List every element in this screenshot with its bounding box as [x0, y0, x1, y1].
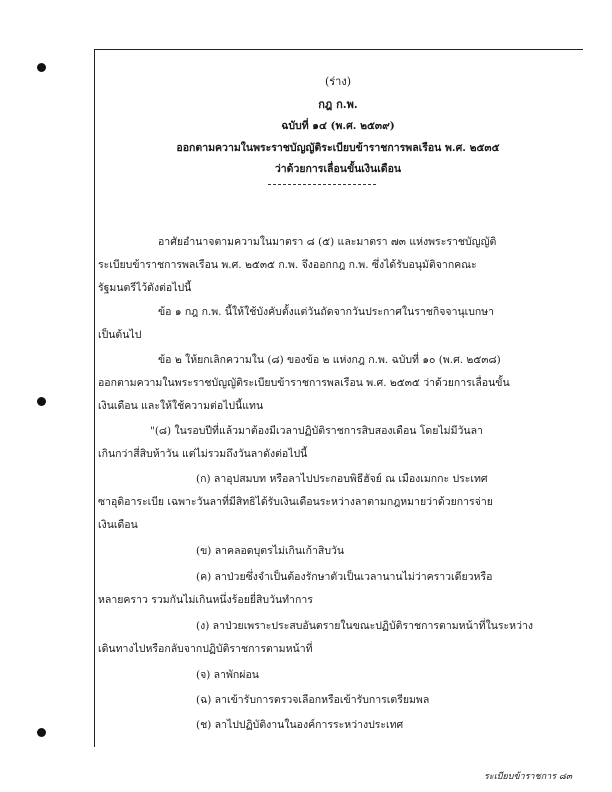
- preamble-line-2: ระเบียบข้าราชการพลเรือน พ.ศ. ๒๕๓๕ ก.พ. จึงออกกฎ ก.พ. ซึ่งได้รับอนุมัติจากคณะ: [98, 259, 477, 271]
- clause-1-line-2: เป็นต้นไป: [98, 329, 142, 341]
- sub-kha-line-1: (ค) ลาป่วยซึ่งจำเป็นต้องรักษาตัวเป็นเวลานานไม่ว่าคราวเดียวหรือ: [196, 571, 493, 583]
- sub-ka-line-3: เงินเดือน: [98, 519, 138, 531]
- sub-kha-line-2: หลายคราว รวมกันไม่เกินหนึ่งร้อยยี่สิบวันทำการ: [98, 594, 313, 606]
- document-subtitle: ออกตามความในพระราชบัญญัติระเบียบข้าราชการพลเรือน พ.ศ. ๒๕๓๕: [176, 142, 500, 154]
- sub-chor2: (ช) ลาไปปฏิบัติงานในองค์การระหว่างประเทศ: [196, 719, 404, 731]
- sub-chor: (ฉ) ลาเข้ารับการตรวจเลือกหรือเข้ารับการเตรียมพล: [196, 694, 430, 706]
- sub-ka-line-1: (ก) ลาอุปสมบท หรือลาไปประกอบพิธีฮัจย์ ณ เมืองเมกกะ ประเทศ: [196, 473, 488, 485]
- clause-2-line-1: ข้อ ๒ ให้ยกเลิกความใน (๘) ของข้อ ๒ แห่งกฎ ก.พ. ฉบับที่ ๑๐ (พ.ศ. ๒๕๓๘): [158, 354, 501, 366]
- sub-ngo-line-2: เดินทางไปหรือกลับจากปฏิบัติราชการตามหน้าที่: [98, 643, 313, 655]
- item-8-line-2: เกินกว่าสี่สิบห้าวัน แต่ไม่รวมถึงวันลาดังต่อไปนี้: [98, 448, 308, 460]
- preamble-line-3: รัฐมนตรีไว้ดังต่อไปนี้: [98, 282, 192, 294]
- document-title: กฎ ก.พ.: [318, 98, 358, 111]
- sub-ngo-line-1: (ง) ลาป่วยเพราะประสบอันตรายในขณะปฏิบัติราชการตามหน้าที่ในระหว่าง: [196, 620, 533, 632]
- sub-ka-line-2: ซาอุดิอาระเบีย เฉพาะวันลาที่มีสิทธิได้รับเงินเดือนระหว่างลาตามกฎหมายว่าด้วยการจ่าย: [98, 496, 493, 508]
- sub-kho: (ข) ลาคลอดบุตรไม่เกินเก้าสิบวัน: [196, 545, 345, 557]
- sub-cho: (จ) ลาพักผ่อน: [196, 669, 259, 681]
- punch-hole-top: [37, 63, 46, 72]
- clause-2-line-3: เงินเดือน และให้ใช้ความต่อไปนี้แทน: [98, 400, 264, 412]
- document-subject: ว่าด้วยการเลื่อนขั้นเงินเดือน: [274, 163, 402, 175]
- page-footer: ระเบียบข้าราชการ ๘๓: [484, 772, 572, 782]
- title-separator: [268, 184, 376, 185]
- draft-label: (ร่าง): [324, 75, 352, 88]
- clause-1-line-1: ข้อ ๑ กฎ ก.พ. นี้ให้ใช้บังคับตั้งแต่วันถัดจากวันประกาศในราชกิจจานุเบกษา: [158, 306, 495, 318]
- punch-hole-bottom: [37, 728, 46, 737]
- clause-2-line-2: ออกตามความในพระราชบัญญัติระเบียบข้าราชการพลเรือน พ.ศ. ๒๕๓๕ ว่าด้วยการเลื่อนขั้น: [98, 377, 510, 389]
- issue-number: ฉบับที่ ๑๔ (พ.ศ. ๒๕๓๙): [281, 120, 395, 132]
- item-8-line-1: "(๘) ในรอบปีที่แล้วมาต้องมีเวลาปฏิบัติราชการสิบสองเดือน โดยไม่มีวันลา: [150, 425, 483, 437]
- punch-hole-middle: [37, 397, 46, 406]
- preamble-line-1: อาศัยอำนาจตามความในมาตรา ๘ (๕) และมาตรา ๗๓ แห่งพระราชบัญญัติ: [158, 236, 497, 248]
